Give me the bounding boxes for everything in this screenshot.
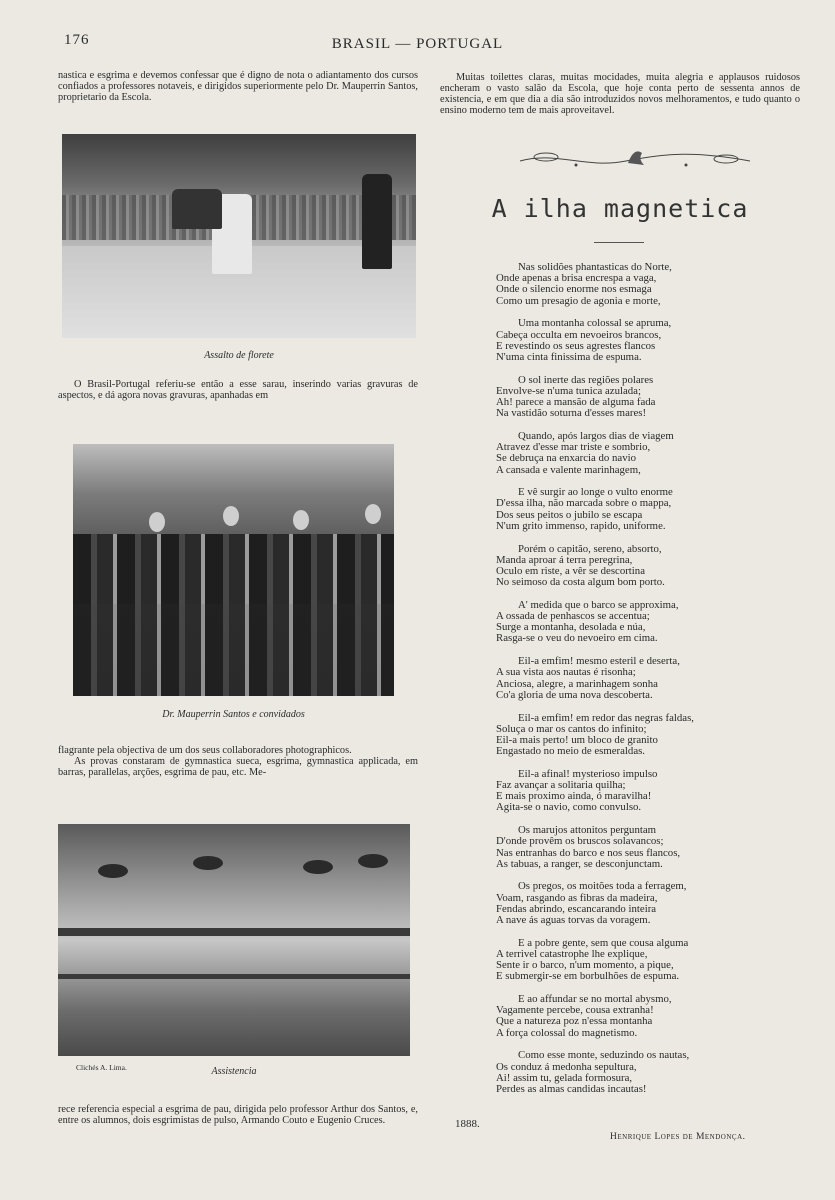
photo3-caption: Assistencia bbox=[211, 1066, 257, 1077]
poem-line: A sua vista aos nautas é risonha; bbox=[496, 666, 636, 679]
left-para4 bbox=[58, 1104, 418, 1126]
poem-stanza bbox=[496, 938, 796, 983]
poem-line: Os marujos attonitos perguntam bbox=[518, 824, 657, 837]
poem-line: Onde apenas a brisa encrespa a vaga, bbox=[496, 272, 657, 285]
person-head bbox=[223, 506, 239, 526]
running-header: BRASIL — PORTUGAL bbox=[331, 36, 504, 52]
left-para4-text: rece referencia especial a esgrima de pau, dirigida pelo professor Arthur dos Santos, e, entre os alumnos, dois esgrimistas de pulso, Armando Couto e Eugenio Cruces. bbox=[58, 1104, 418, 1126]
poem-line: Manda aproar á terra peregrina, bbox=[496, 553, 633, 566]
poem-line: Surge a montanha, desolada e núa, bbox=[496, 621, 646, 634]
photo-audience bbox=[58, 824, 410, 1056]
poem-line: Atravez d'esse mar triste e sombrio, bbox=[496, 441, 651, 454]
poem-line: E a pobre gente, sem que cousa alguma bbox=[518, 936, 689, 949]
poem-line: A nave ás aguas torvas da voragem. bbox=[496, 914, 651, 927]
poem-line: A cansada e valente marinhagem, bbox=[496, 463, 641, 476]
right-intro bbox=[440, 72, 800, 116]
poem-line: Anciosa, alegre, a marinhagem sonha bbox=[496, 677, 658, 690]
ornament-divider bbox=[516, 143, 754, 177]
poem-line: A ossada de penhascos se accentua; bbox=[496, 610, 650, 623]
photo-mauperrin-santos bbox=[73, 444, 394, 696]
photo1-caption: Assalto de florete bbox=[204, 350, 274, 361]
photo-credit: Clichés A. Lima. bbox=[76, 1063, 127, 1072]
poem-line: D'essa ilha, não marcada sobre o mappa, bbox=[496, 497, 672, 510]
poem-stanza bbox=[496, 262, 796, 307]
person-head bbox=[149, 512, 165, 532]
left-para3 bbox=[58, 745, 418, 778]
hat bbox=[358, 854, 388, 868]
hat bbox=[303, 860, 333, 874]
left-intro-text: nastica e esgrima e devemos confessar que é digno de nota o adiantamento dos cursos confiados a professores notaveis, e dirigidos superiormente pelo Dr. Mauperrin Santos, proprietario da Escola. bbox=[58, 70, 418, 103]
poem-stanza bbox=[496, 318, 796, 363]
poem-line: Eil-a afinal! mysterioso impulso bbox=[518, 767, 658, 780]
poem-line: Sente ir o barco, n'um momento, a pique, bbox=[496, 959, 674, 972]
poem-year: 1888. bbox=[455, 1118, 480, 1130]
poem-line: E submergir-se em borbulhões de espuma. bbox=[496, 970, 680, 983]
poem-line: Como um presagio de agonia e morte, bbox=[496, 294, 661, 307]
poem-stanza bbox=[496, 881, 796, 926]
poem-line: Perdes as almas candidas incautas! bbox=[496, 1082, 647, 1095]
poem-stanza bbox=[496, 600, 796, 645]
poem-line: D'onde provêm os bruscos solavancos; bbox=[496, 835, 664, 848]
poem-line: Uma montanha colossal se apruma, bbox=[518, 317, 672, 330]
page-number: 176 bbox=[64, 32, 90, 48]
poem-line: Rasga-se o veu do nevoeiro em cima. bbox=[496, 632, 658, 645]
poem-title: A ilha magnetica bbox=[491, 194, 749, 223]
person-head bbox=[365, 504, 381, 524]
poem-line: Co'a gloria de uma nova descoberta. bbox=[496, 688, 653, 701]
poem-line: E revestindo os seus agrestes flancos bbox=[496, 339, 656, 352]
fencers-background bbox=[172, 189, 222, 229]
left-para3b-text: As provas constaram de gymnastica sueca, esgrima, gymnastica applicada, em barras, parallelas, arções, esgrima de pau, etc. Me- bbox=[58, 756, 418, 778]
photo-fencing-bout bbox=[62, 134, 416, 338]
people-row-front bbox=[73, 604, 394, 696]
poem-line: Eil-a emfim! em redor das negras faldas, bbox=[518, 711, 694, 724]
poem-line: Faz avançar a solitaria quilha; bbox=[496, 779, 626, 792]
poem-line: Na vastidão soturna d'esses mares! bbox=[496, 407, 647, 420]
fencer-dark bbox=[362, 174, 392, 269]
poem-line: N'um grito immenso, rapido, uniforme. bbox=[496, 519, 666, 532]
photo2-caption: Dr. Mauperrin Santos e convidados bbox=[162, 709, 305, 720]
poem-line: No seimoso da costa algum bom porto. bbox=[496, 576, 665, 589]
right-intro-text: Muitas toilettes claras, muitas mocidades, muita alegria e applausos ruidosos encheram o vasto salão da Escola, que hoje conta perto de sessenta annos de existencia, e em que dia a dia são introduzidos novos melhoramentos, e tudo quanto o ensino moderno tem de mais aproveitavel. bbox=[440, 72, 800, 116]
people-row-back bbox=[73, 534, 394, 604]
poem-stanza bbox=[496, 375, 796, 420]
poem-line: E vê surgir ao longe o vulto enorme bbox=[518, 486, 673, 499]
poem-line: N'uma cinta finissima de espuma. bbox=[496, 350, 642, 363]
poem-line: Eil-a mais perto! um bloco de granito bbox=[496, 733, 658, 746]
poem-line: Voam, rasgando as fibras da madeira, bbox=[496, 891, 658, 904]
poem-line: Porém o capitão, sereno, absorto, bbox=[518, 542, 662, 555]
poem-stanza bbox=[496, 825, 796, 870]
poem-line: A terrivel catastrophe lhe explique, bbox=[496, 947, 648, 960]
poem-line: Oculo em riste, a vêr se descortina bbox=[496, 564, 646, 577]
poem-line: E mais proximo ainda, ó maravilha! bbox=[496, 790, 652, 803]
poem-line: Cabeça occulta em nevoeiros brancos, bbox=[496, 328, 662, 341]
railing-top bbox=[58, 928, 410, 936]
poem-body bbox=[496, 262, 796, 1107]
poem-stanza bbox=[496, 487, 796, 532]
poem-line: Nas entranhas do barco e nos seus flancos, bbox=[496, 846, 681, 859]
poem-line: Soluça o mar os cantos do infinito; bbox=[496, 722, 647, 735]
left-para2 bbox=[58, 379, 418, 401]
poem-line: Vagamente percebe, cousa extranha! bbox=[496, 1004, 654, 1017]
poem-author: Henrique Lopes de Mendonça. bbox=[610, 1132, 746, 1142]
poem-line: Envolve-se n'uma tunica azulada; bbox=[496, 384, 641, 397]
hat bbox=[193, 856, 223, 870]
poem-line: E ao affundar se no mortal abysmo, bbox=[518, 993, 672, 1006]
poem-stanza bbox=[496, 713, 796, 758]
poem-line: Os pregos, os moitões toda a ferragem, bbox=[518, 880, 687, 893]
person-head bbox=[293, 510, 309, 530]
poem-line: A' medida que o barco se approxima, bbox=[518, 598, 679, 611]
poem-stanza bbox=[496, 431, 796, 476]
poem-line: Fendas abrindo, escancarando inteira bbox=[496, 902, 657, 915]
left-intro bbox=[58, 70, 418, 103]
poem-line: Nas solidões phantasticas do Norte, bbox=[518, 261, 672, 273]
poem-line: Se debruça na enxarcia do navio bbox=[496, 452, 636, 465]
poem-line: Onde o silencio enorme nos esmaga bbox=[496, 283, 652, 296]
poem-line: Ai! assim tu, gelada formosura, bbox=[496, 1071, 633, 1084]
poem-line: Engastado no meio de esmeraldas. bbox=[496, 745, 646, 758]
poem-line: A força colossal do magnetismo. bbox=[496, 1026, 638, 1039]
title-rule bbox=[594, 242, 644, 243]
railing-bottom bbox=[58, 974, 410, 979]
left-para2-text: O Brasil-Portugal referiu-se então a esse sarau, inserindo varias gravuras de aspectos, e dá agora novas gravuras, apanhadas em bbox=[58, 379, 418, 401]
poem-line: Dos seus peitos o jubilo se escapa bbox=[496, 508, 643, 521]
poem-line: Os conduz á medonha sepultura, bbox=[496, 1060, 637, 1073]
poem-line: Como esse monte, seduzindo os nautas, bbox=[518, 1049, 690, 1062]
left-para3a-text: flagrante pela objectiva de um dos seus collaboradores photographicos. bbox=[58, 745, 352, 756]
poem-line: Ah! parece a mansão de alguma fada bbox=[496, 396, 656, 409]
poem-stanza bbox=[496, 656, 796, 701]
poem-stanza bbox=[496, 994, 796, 1039]
poem-stanza bbox=[496, 769, 796, 814]
poem-line: As tabuas, a ranger, se desconjunctam. bbox=[496, 857, 663, 870]
poem-line: Que a natureza poz n'essa montanha bbox=[496, 1015, 653, 1028]
poem-line: Eil-a emfim! mesmo esteril e deserta, bbox=[518, 655, 680, 668]
poem-line: O sol inerte das regiões polares bbox=[518, 373, 654, 386]
hat bbox=[98, 864, 128, 878]
poem-stanza bbox=[496, 1050, 796, 1095]
poem-line: Agita-se o navio, como convulso. bbox=[496, 801, 642, 814]
poem-stanza bbox=[496, 544, 796, 589]
poem-line: Quando, após largos dias de viagem bbox=[518, 429, 674, 442]
